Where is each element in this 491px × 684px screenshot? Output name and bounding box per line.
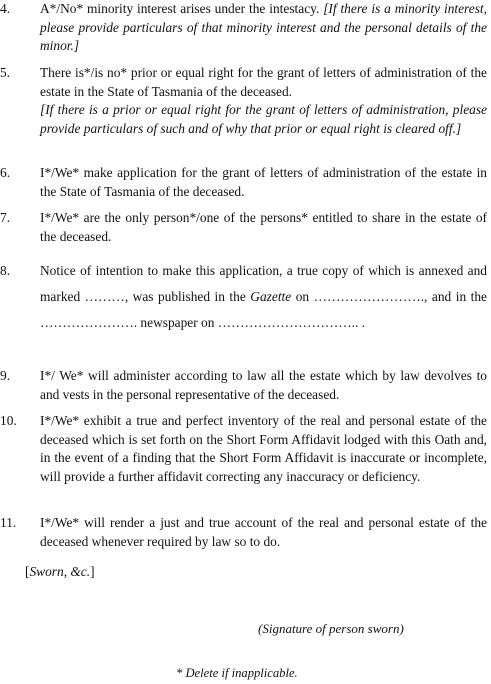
clause-5: [0, 64, 491, 138]
clause-10: [0, 412, 491, 486]
clause-text: I*/We* make application for the grant of letters of administration of the estate in the State of Tasmania of the deceased.: [40, 165, 487, 199]
clause-number: 6.: [0, 165, 11, 180]
clause-text: I*/We* exhibit a true and perfect inventory of the real and personal estate of the deceased which is set forth on the Short Form Affidavit lodged with this Oath and, in the event of a finding that the Short Form Affidavit is inaccurate or incomplete, will provide a further affidavit correcting any inaccuracy or deficiency.: [40, 413, 487, 484]
clause-11: [0, 514, 491, 551]
clause-body: There is*/is no* prior or equal right for the grant of letters of administration of the estate in the State of Tasmania of the deceased.: [40, 65, 487, 99]
clause-number: 11.: [0, 515, 17, 530]
clause-6: [0, 164, 491, 201]
clause-body-a: Notice of intention to make this application, a true copy of which is annexed and marked ………, was published in the: [40, 263, 487, 304]
signature-line: (Signature of person sworn): [258, 621, 404, 636]
footnote: * Delete if inapplicable.: [176, 666, 298, 680]
clause-text: [40, 0, 487, 56]
clause-number: 7.: [0, 210, 11, 225]
clause-number: 5.: [0, 65, 11, 80]
clause-body: A*/No* minority interest arises under the intestacy.: [40, 1, 320, 16]
clause-note: [If there is a minority interest, please provide particulars of that minority interest and the personal details of the minor.]: [40, 1, 487, 53]
clause-note: [If there is a prior or equal right for the grant of letters of administration, please provide particulars of such and of why that prior or equal right is cleared off.]: [40, 102, 487, 136]
clause-4: [0, 0, 491, 56]
gazette-title: Gazette: [250, 289, 292, 304]
clause-body-b: on ……………………., and in the …………………. newspaper on ………………………….. .: [40, 289, 487, 330]
clause-number: 4.: [0, 1, 11, 16]
clause-text: [40, 64, 487, 138]
clause-7: [0, 209, 491, 246]
clause-9: [0, 367, 491, 404]
sworn-note: [25, 563, 95, 581]
clause-text: I*/We* are the only person*/one of the persons* entitled to share in the estate of the deceased.: [40, 210, 487, 244]
sworn-text: [Sworn, &c.]: [25, 564, 95, 579]
clause-text: I*/ We* will administer according to law all the estate which by law devolves to and vests in the personal representative of the deceased.: [40, 368, 487, 402]
clause-text: I*/We* will render a just and true account of the real and personal estate of the deceased whenever required by law so to do.: [40, 515, 487, 549]
clause-number: 9.: [0, 368, 11, 383]
clause-text: [40, 258, 487, 336]
clause-number: 8.: [0, 263, 11, 278]
clause-8: [0, 258, 491, 336]
clause-number: 10.: [0, 413, 17, 428]
